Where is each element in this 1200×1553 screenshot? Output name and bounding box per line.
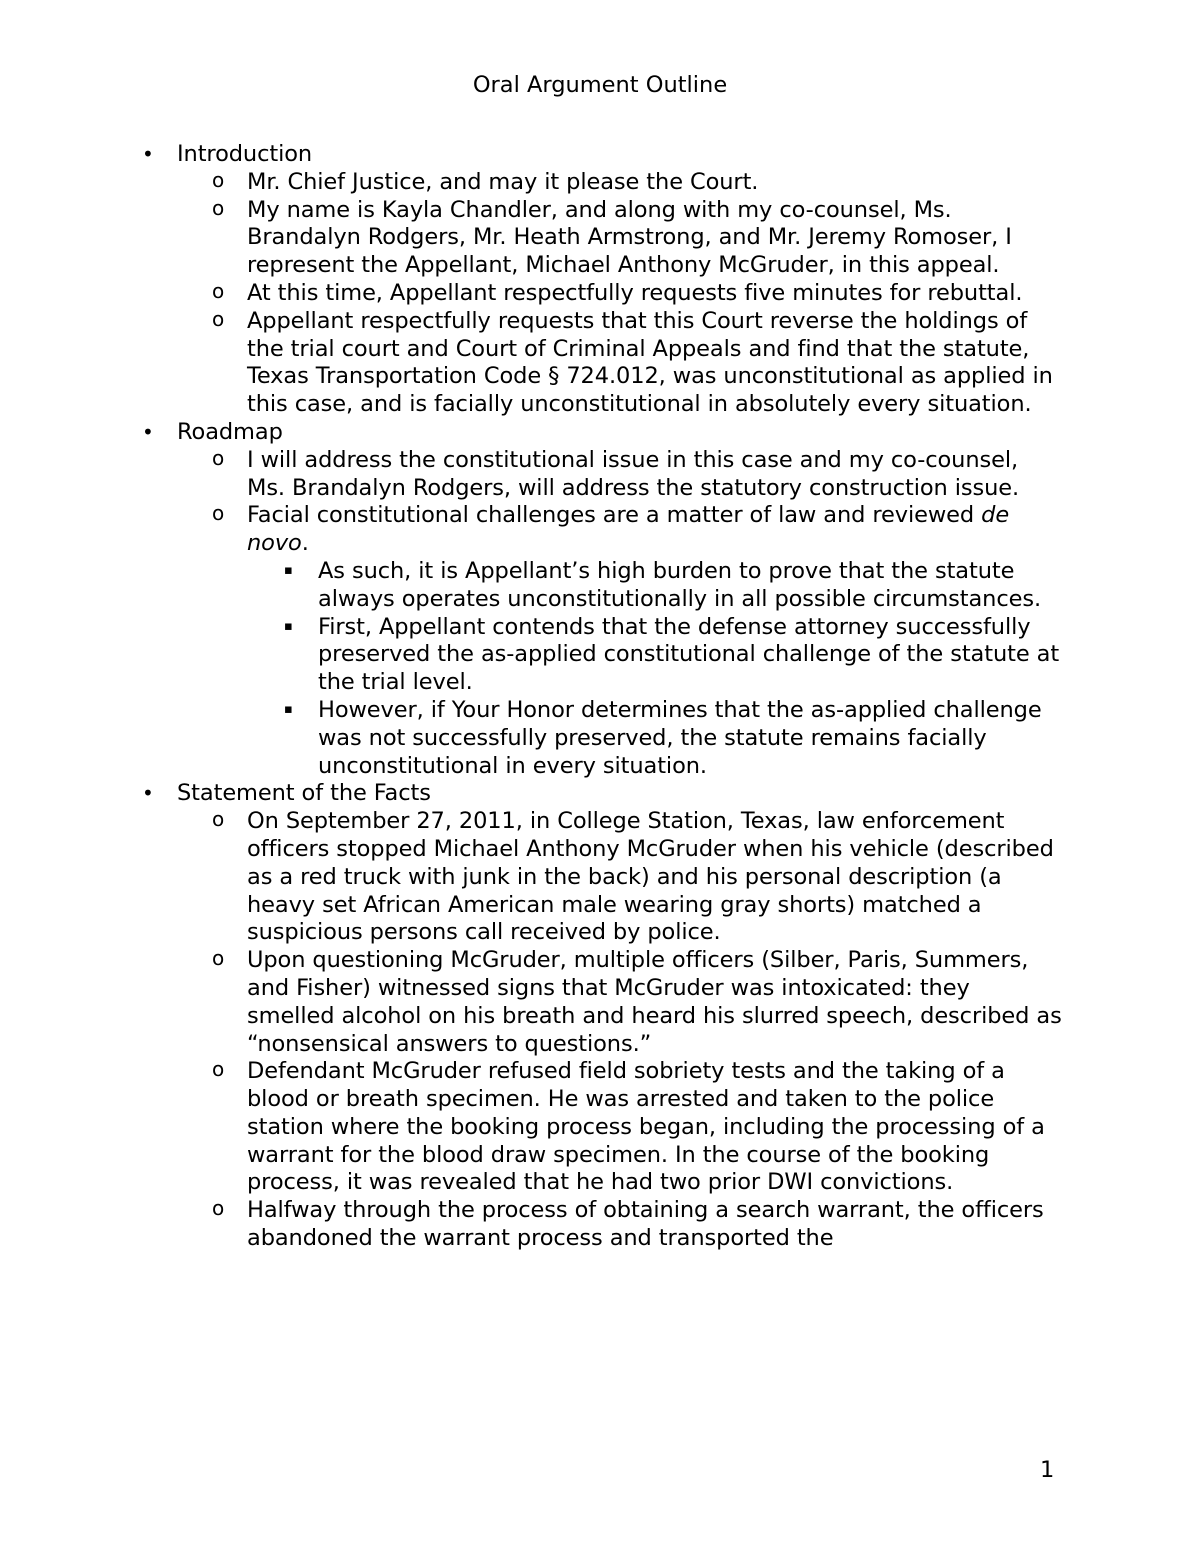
list-item-text: My name is Kayla Chandler, and along with my co-counsel, Ms. Brandalyn Rodgers, Mr. Heath Armstrong, and Mr. Jeremy Romoser, I represent the Appellant, Michael Anthony McGruder, in this appeal.: [247, 196, 1012, 279]
square-bullet-icon: ▪: [284, 701, 293, 717]
section-heading: Roadmap: [177, 418, 283, 445]
list-item-text: At this time, Appellant respectfully requests five minutes for rebuttal.: [247, 279, 1023, 306]
list-item-text: On September 27, 2011, in College Station, Texas, law enforcement officers stopped Michael Anthony McGruder when his vehicle (described as a red truck with junk in the back) and his personal description (a heavy set African American male wearing gray shorts) matched a suspicious persons call received by police.: [247, 808, 1054, 946]
section-heading: Introduction: [177, 141, 313, 167]
sub-list-item-text: First, Appellant contends that the defense attorney successfully preserved the as-applied constitutional challenge of the statute at the trial level.: [318, 613, 1060, 696]
list-item-text-after: .: [301, 530, 309, 557]
circle-bullet-icon: o: [212, 807, 225, 832]
list-item-text: Mr. Chief Justice, and may it please the Court.: [247, 168, 759, 195]
circle-bullet-icon: o: [212, 1057, 225, 1082]
bullet-icon: •: [142, 781, 154, 806]
list-item-text: Appellant respectfully requests that this Court reverse the holdings of the trial court and Court of Criminal Appeals and find that the statute, Texas Transportation Code § 724.012, was unconstitutional as applied in this case, and is facially unconstitutional in absolutely every situation.: [247, 307, 1053, 418]
circle-bullet-icon: o: [212, 167, 225, 192]
section-heading: Statement of the Facts: [177, 780, 431, 807]
sub-list-item: [0, 697, 1063, 780]
list-item: [0, 808, 1062, 947]
list-item-text-before: Facial constitutional challenges are a matter of law and reviewed: [247, 502, 982, 529]
list-item-text: I will address the constitutional issue in this case and my co-counsel, Ms. Brandalyn Rodgers, will address the statutory construction issue.: [247, 446, 1020, 501]
circle-bullet-icon: o: [212, 445, 225, 470]
square-bullet-icon: ▪: [284, 618, 293, 634]
list-item: [0, 947, 1062, 1058]
list-item-text: Defendant McGruder refused field sobriety tests and the taking of a blood or breath specimen. He was arrested and taken to the police station where the booking process began, including the processing of a warrant for the blood draw specimen. In the course of the booking process, it was revealed that he had two prior DWI convictions.: [247, 1058, 1045, 1196]
italic-term: de novo: [247, 502, 1010, 557]
list-item: [0, 169, 1062, 197]
section-roadmap: [0, 419, 1057, 447]
circle-bullet-icon: o: [212, 946, 225, 971]
bullet-icon: •: [142, 142, 154, 166]
circle-bullet-icon: o: [212, 1196, 225, 1221]
section-introduction: [0, 141, 1057, 169]
list-item: [0, 197, 1062, 280]
sub-list-item-text: However, if Your Honor determines that the as-applied challenge was not successfully preserved, the statute remains facially unconstitutional in every situation.: [318, 696, 1042, 779]
list-item: [0, 1197, 1062, 1253]
circle-bullet-icon: o: [212, 501, 225, 526]
circle-bullet-icon: o: [212, 306, 225, 331]
list-item-text: Upon questioning McGruder, multiple officers (Silber, Paris, Summers, and Fisher) witnessed signs that McGruder was intoxicated: they smelled alcohol on his breath and heard his slurred speech, described as “nonsensical answers to questions.”: [247, 947, 1062, 1057]
sub-list-item: [0, 614, 1063, 697]
list-item: [0, 1058, 1062, 1197]
list-item-text: [247, 502, 1062, 558]
outline-list: [0, 141, 1200, 1253]
list-item: [0, 502, 1062, 558]
list-item: [0, 280, 1062, 308]
square-bullet-icon: ▪: [284, 562, 293, 578]
page-number: 1: [1040, 1457, 1055, 1483]
circle-bullet-icon: o: [212, 195, 225, 220]
circle-bullet-icon: o: [212, 278, 225, 303]
sub-list-item: [0, 558, 1063, 614]
bullet-icon: •: [142, 419, 154, 444]
section-statement-of-facts: [0, 780, 1057, 808]
list-item: [0, 308, 1062, 419]
sub-list-item-text: As such, it is Appellant’s high burden to prove that the statute always operates unconstitutionally in all possible circumstances.: [318, 557, 1042, 612]
list-item-text: Halfway through the process of obtaining a search warrant, the officers abandoned the warrant process and transported the: [247, 1197, 1044, 1252]
list-item: [0, 447, 1062, 503]
page-title: Oral Argument Outline: [472, 72, 728, 98]
